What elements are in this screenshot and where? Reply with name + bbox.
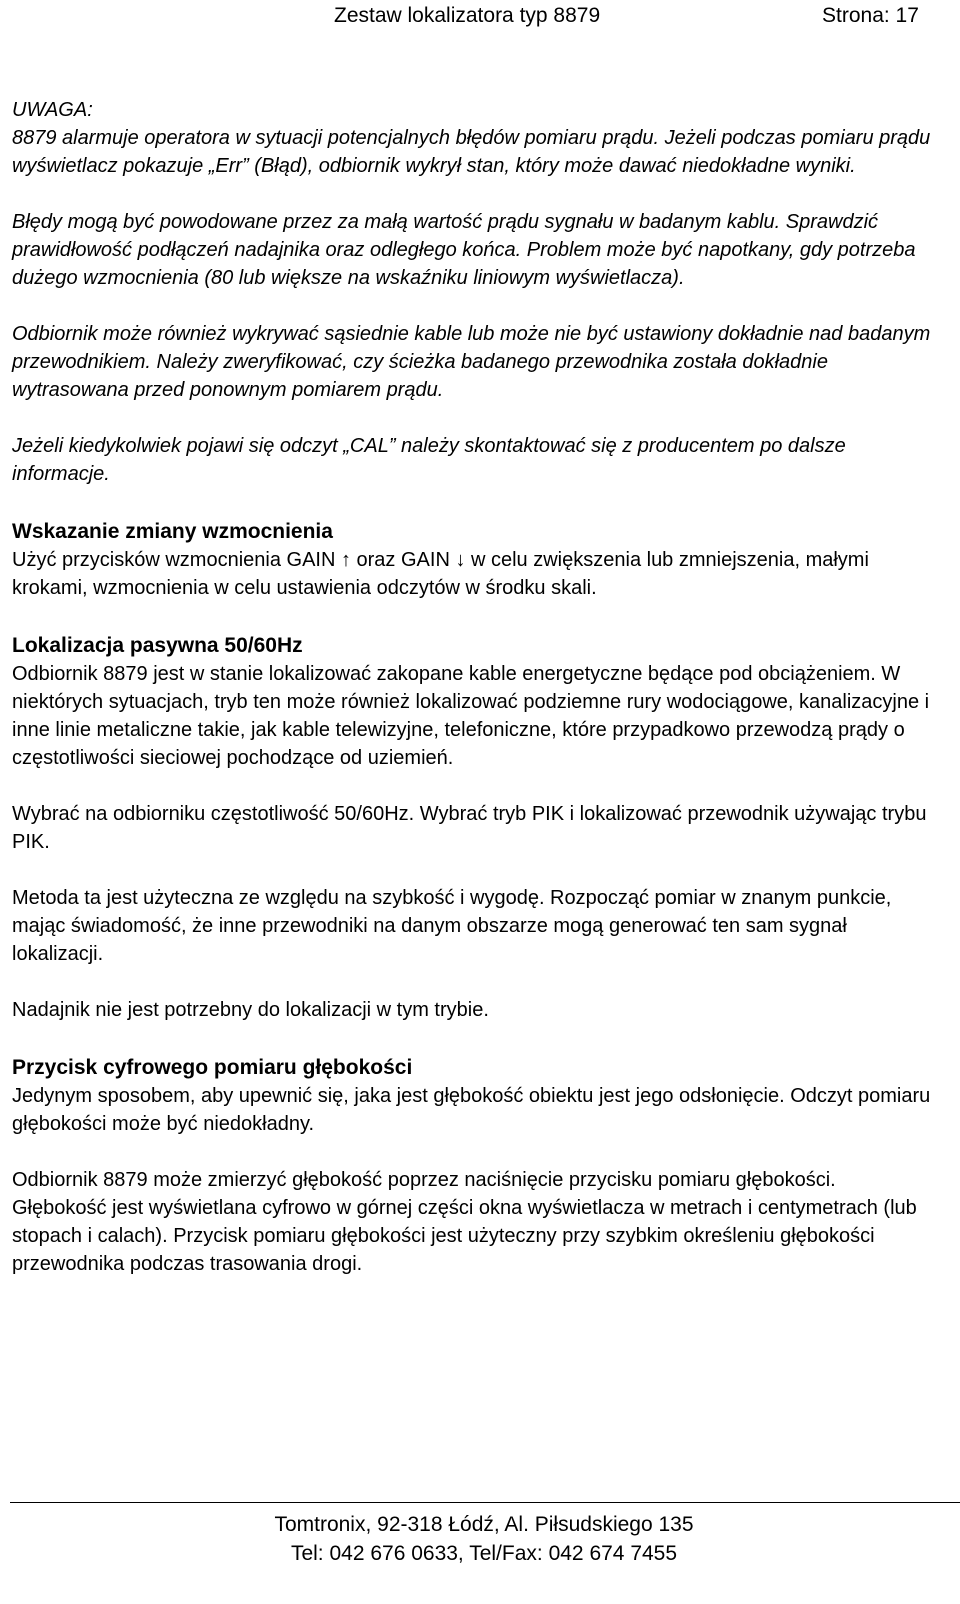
warning-paragraph-1: 8879 alarmuje operatora w sytuacji potencjalnych błędów pomiaru prądu. Jeżeli podczas pomiaru prądu wyświetlacz pokazuje „Err” (Błąd), odbiornik wykrył stan, który może dawać niedokładne wyniki. xyxy=(12,127,931,177)
page-number: Strona: 17 xyxy=(822,4,919,27)
depth-heading: Przycisk cyfrowego pomiaru głębokości xyxy=(12,1056,413,1079)
footer-phone: Tel: 042 676 0633, Tel/Fax: 042 674 7455 xyxy=(290,1542,678,1565)
passive-heading: Lokalizacja pasywna 50/60Hz xyxy=(12,634,303,657)
document-title: Zestaw lokalizatora typ 8879 xyxy=(334,4,601,27)
warning-paragraph-3: Odbiornik może również wykrywać sąsiednie kable lub może nie być ustawiony dokładnie nad badanym przewodnikiem. Należy zweryfikować, czy ścieżka badanego przewodnika została dokładnie wytrasowana przed ponownym pomiarem prądu. xyxy=(12,323,931,401)
gain-heading: Wskazanie zmiany wzmocnienia xyxy=(12,520,333,543)
passive-paragraph-1: Odbiornik 8879 jest w stanie lokalizować zakopane kable energetyczne będące pod obciążeniem. W niektórych sytuacjach, tryb ten może również lokalizować podziemne rury wodociągowe, kanalizacyjne i inne linie metaliczne takie, jak kable telewizyjne, telefoniczne, które przypadkowo przewodzą prądy o częstotliwości sieciowej pochodzące od uziemień. xyxy=(12,663,930,769)
gain-paragraph: Użyć przycisków wzmocnienia GAIN ↑ oraz GAIN ↓ w celu zwiększenia lub zmniejszenia, małymi krokami, wzmocnienia w celu ustawienia odczytów w środku skali. xyxy=(12,549,869,599)
warning-label: UWAGA: xyxy=(12,99,93,121)
passive-paragraph-3: Metoda ta jest użyteczna ze względu na szybkość i wygodę. Rozpocząć pomiar w znanym punkcie, mając świadomość, że inne przewodniki na danym obszarze mogą generować ten sam sygnał lokalizacji. xyxy=(12,887,892,965)
footer-divider xyxy=(10,1502,960,1503)
page-header xyxy=(0,0,960,44)
page-content xyxy=(12,96,934,1278)
passive-paragraph-2: Wybrać na odbiorniku częstotliwość 50/60Hz. Wybrać tryb PIK i lokalizować przewodnik używając trybu PIK. xyxy=(12,803,927,853)
footer-address: Tomtronix, 92-318 Łódź, Al. Piłsudskiego 135 xyxy=(274,1513,694,1536)
warning-paragraph-2: Błędy mogą być powodowane przez za małą wartość prądu sygnału w badanym kablu. Sprawdzić prawidłowość podłączeń nadajnika oraz odległego końca. Problem może być napotkany, gdy potrzeba dużego wzmocnienia (80 lub większe na wskaźniku liniowym wyświetlacza). xyxy=(12,211,916,289)
passive-paragraph-4: Nadajnik nie jest potrzebny do lokalizacji w tym trybie. xyxy=(12,999,489,1021)
depth-paragraph-2: Odbiornik 8879 może zmierzyć głębokość poprzez naciśnięcie przycisku pomiaru głębokości. Głębokość jest wyświetlana cyfrowo w górnej części okna wyświetlacza w metrach i centymetrach (lub stopach i calach). Przycisk pomiaru głębokości jest użyteczny przy szybkim określeniu głębokości przewodnika podczas trasowania drogi. xyxy=(12,1169,917,1275)
depth-paragraph-1: Jedynym sposobem, aby upewnić się, jaka jest głębokość obiektu jest jego odsłonięcie. Odczyt pomiaru głębokości może być niedokładny. xyxy=(12,1085,931,1135)
page-footer xyxy=(0,1510,960,1568)
warning-paragraph-4: Jeżeli kiedykolwiek pojawi się odczyt „CAL” należy skontaktować się z producentem po dalsze informacje. xyxy=(12,435,846,485)
